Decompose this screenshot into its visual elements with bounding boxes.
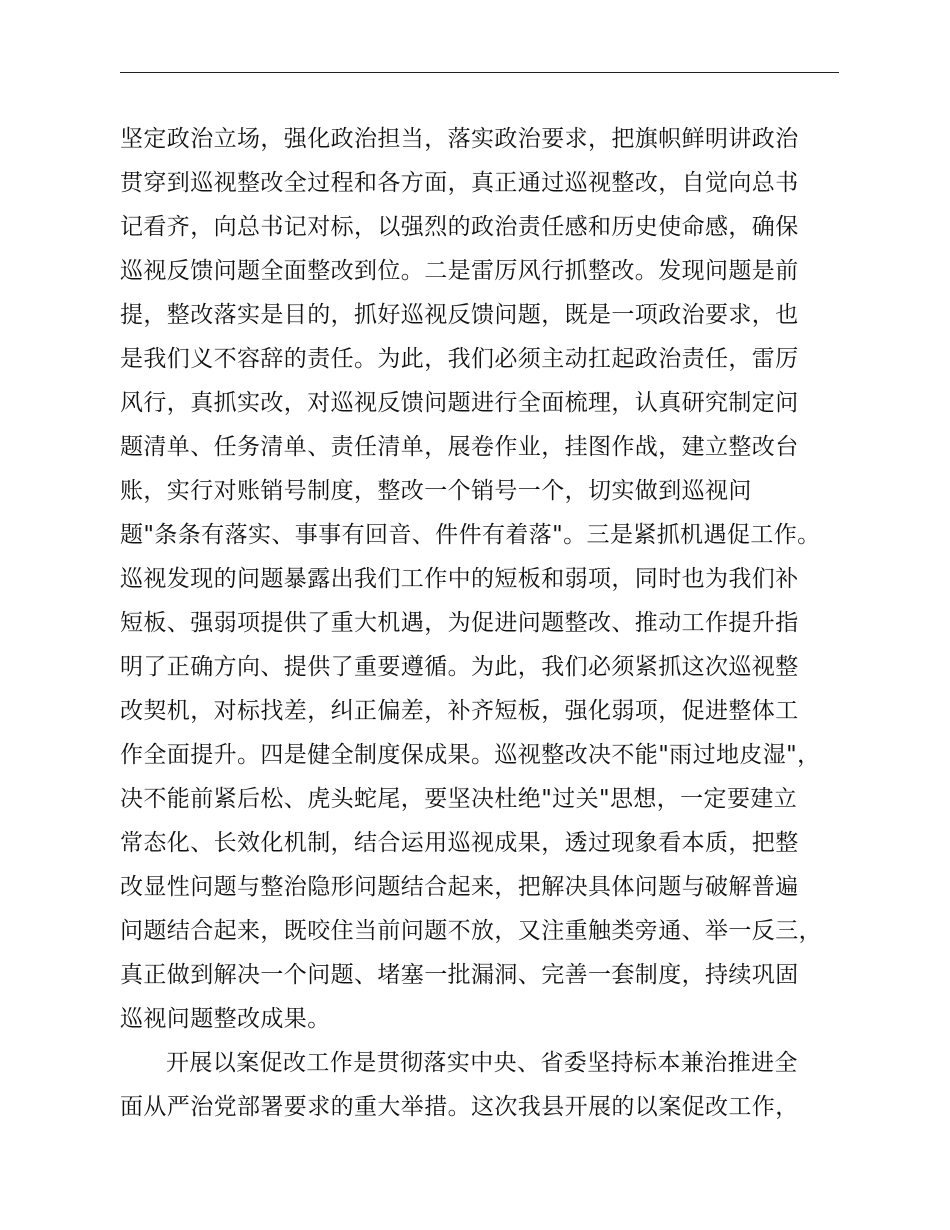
- text-line: 风行，真抓实改，对巡视反馈问题进行全面梳理，认真研究制定问: [120, 390, 799, 416]
- text-line: 改契机，对标找差，纠正偏差，补齐短板，强化弱项，促进整体工: [120, 698, 799, 724]
- text-line: 题"条条有落实、事事有回音、件件有着落"。三是紧抓机遇促工作。: [120, 522, 821, 548]
- text-line: 账，实行对账销号制度，整改一个销号一个，切实做到巡视问: [120, 478, 752, 504]
- text-line: 巡视问题整改成果。: [120, 1006, 331, 1032]
- text-line: 问题结合起来，既咬住当前问题不放，又注重触类旁通、举一反三，: [120, 918, 822, 944]
- header-rule: [120, 72, 839, 73]
- text-line: 巡视反馈问题全面整改到位。二是雷厉风行抓整改。发现问题是前: [120, 258, 799, 284]
- text-line: 坚定政治立场，强化政治担当，落实政治要求，把旗帜鲜明讲政治: [120, 126, 799, 152]
- body-text: [120, 117, 850, 1129]
- text-line: 提，整改落实是目的，抓好巡视反馈问题，既是一项政治要求，也: [120, 302, 799, 328]
- text-line: 常态化、长效化机制，结合运用巡视成果，透过现象看本质，把整: [120, 830, 799, 856]
- text-line: 短板、强弱项提供了重大机遇，为促进问题整改、推动工作提升指: [120, 610, 799, 636]
- text-line: 真正做到解决一个问题、堵塞一批漏洞、完善一套制度，持续巩固: [120, 962, 799, 988]
- paragraph-start-line: 开展以案促改工作是贯彻落实中央、省委坚持标本兼治推进全: [166, 1050, 798, 1076]
- text-line: 巡视发现的问题暴露出我们工作中的短板和弱项，同时也为我们补: [120, 566, 799, 592]
- text-line: 改显性问题与整治隐形问题结合起来，把解决具体问题与破解普遍: [120, 874, 799, 900]
- text-line: 是我们义不容辞的责任。为此，我们必须主动扛起政治责任，雷厉: [120, 346, 799, 372]
- text-line: 记看齐，向总书记对标，以强烈的政治责任感和历史使命感，确保: [120, 214, 799, 240]
- text-line: 面从严治党部署要求的重大举措。这次我县开展的以案促改工作，: [120, 1094, 799, 1120]
- text-line: 作全面提升。四是健全制度保成果。巡视整改决不能"雨过地皮湿"，: [120, 742, 821, 768]
- text-line: 决不能前紧后松、虎头蛇尾，要坚决杜绝"过关"思想，一定要建立: [120, 786, 798, 812]
- text-line: 贯穿到巡视整改全过程和各方面，真正通过巡视整改，自觉向总书: [120, 170, 799, 196]
- text-line: 题清单、任务清单、责任清单，展卷作业，挂图作战，建立整改台: [120, 434, 799, 460]
- text-line: 明了正确方向、提供了重要遵循。为此，我们必须紧抓这次巡视整: [120, 654, 799, 680]
